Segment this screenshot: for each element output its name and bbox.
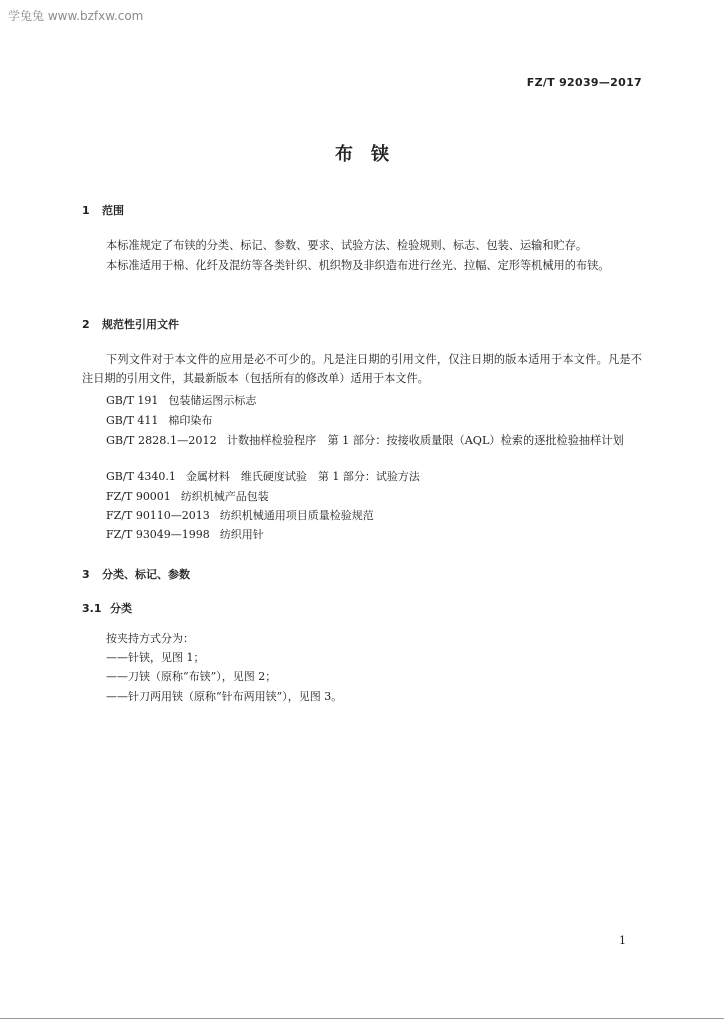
scope-paragraph-1: 本标准规定了布铗的分类、标记、参数、要求、试验方法、检验规则、标志、包装、运输和贮存。 [106, 239, 588, 252]
classification-item: ——针铗，见图 1； [106, 651, 205, 664]
classification-item: ——刀铗（原称“布铗”），见图 2； [106, 670, 277, 683]
section-title: 分类、标记、参数 [102, 568, 190, 581]
watermark: 学兔兔 www.bzfxw.com [8, 9, 144, 23]
reference-name: 纺织机械通用项目质量检验规范 [219, 509, 374, 522]
reference-name: 包装储运图示标志 [168, 394, 257, 407]
section-title: 规范性引用文件 [102, 318, 179, 331]
section-number: 3.1 [82, 602, 102, 615]
section-title: 分类 [110, 602, 132, 615]
reference-code: GB/T 411 [106, 414, 159, 427]
reference-code: FZ/T 93049—1998 [106, 528, 210, 541]
references-intro: 下列文件对于本文件的应用是必不可少的。凡是注日期的引用文件，仅注日期的版本适用于本文件。凡是不注日期的引用文件，其最新版本（包括所有的修改单）适用于本文件。 [82, 353, 642, 385]
document-title: 布 铗 [335, 144, 389, 165]
section-heading-scope [82, 202, 124, 218]
reference-code: GB/T 2828.1—2012 [106, 434, 217, 447]
standard-number: FZ/T 92039—2017 [526, 76, 642, 89]
section-heading-classification [82, 566, 190, 582]
section-number: 2 [82, 318, 90, 331]
classification-intro: 按夹持方式分为： [106, 632, 194, 645]
reference-name: 金属材料 维氏硬度试验 第 1 部分：试验方法 [185, 470, 420, 483]
reference-item [82, 431, 642, 450]
scope-paragraph-2: 本标准适用于棉、化纤及混纺等各类针织、机织物及非织造布进行丝光、拉幅、定形等机械用的布铗。 [106, 259, 610, 272]
reference-name: 棉印染布 [168, 414, 213, 427]
section-heading-references [82, 316, 179, 332]
reference-code: FZ/T 90110—2013 [106, 509, 210, 522]
subsection-heading-types [82, 600, 132, 616]
reference-item [106, 507, 374, 523]
reference-name: 纺织用针 [219, 528, 264, 541]
reference-item [106, 468, 420, 484]
reference-item [106, 392, 256, 408]
reference-item [106, 488, 269, 504]
reference-code: FZ/T 90001 [106, 490, 171, 503]
section-title: 范围 [102, 204, 124, 217]
reference-code: GB/T 4340.1 [106, 470, 176, 483]
page-bottom-divider [0, 1018, 724, 1019]
classification-item: ——针刀两用铗（原称“针布两用铗”），见图 3。 [106, 690, 343, 703]
section-number: 1 [82, 204, 90, 217]
section-number: 3 [82, 568, 90, 581]
reference-name: 计数抽样检验程序 第 1 部分：按接收质量限（AQL）检索的逐批检验抽样计划 [226, 434, 624, 447]
page-number: 1 [619, 934, 626, 947]
reference-code: GB/T 191 [106, 394, 159, 407]
reference-item [106, 412, 212, 428]
reference-name: 纺织机械产品包装 [180, 490, 269, 503]
reference-item [106, 526, 264, 542]
